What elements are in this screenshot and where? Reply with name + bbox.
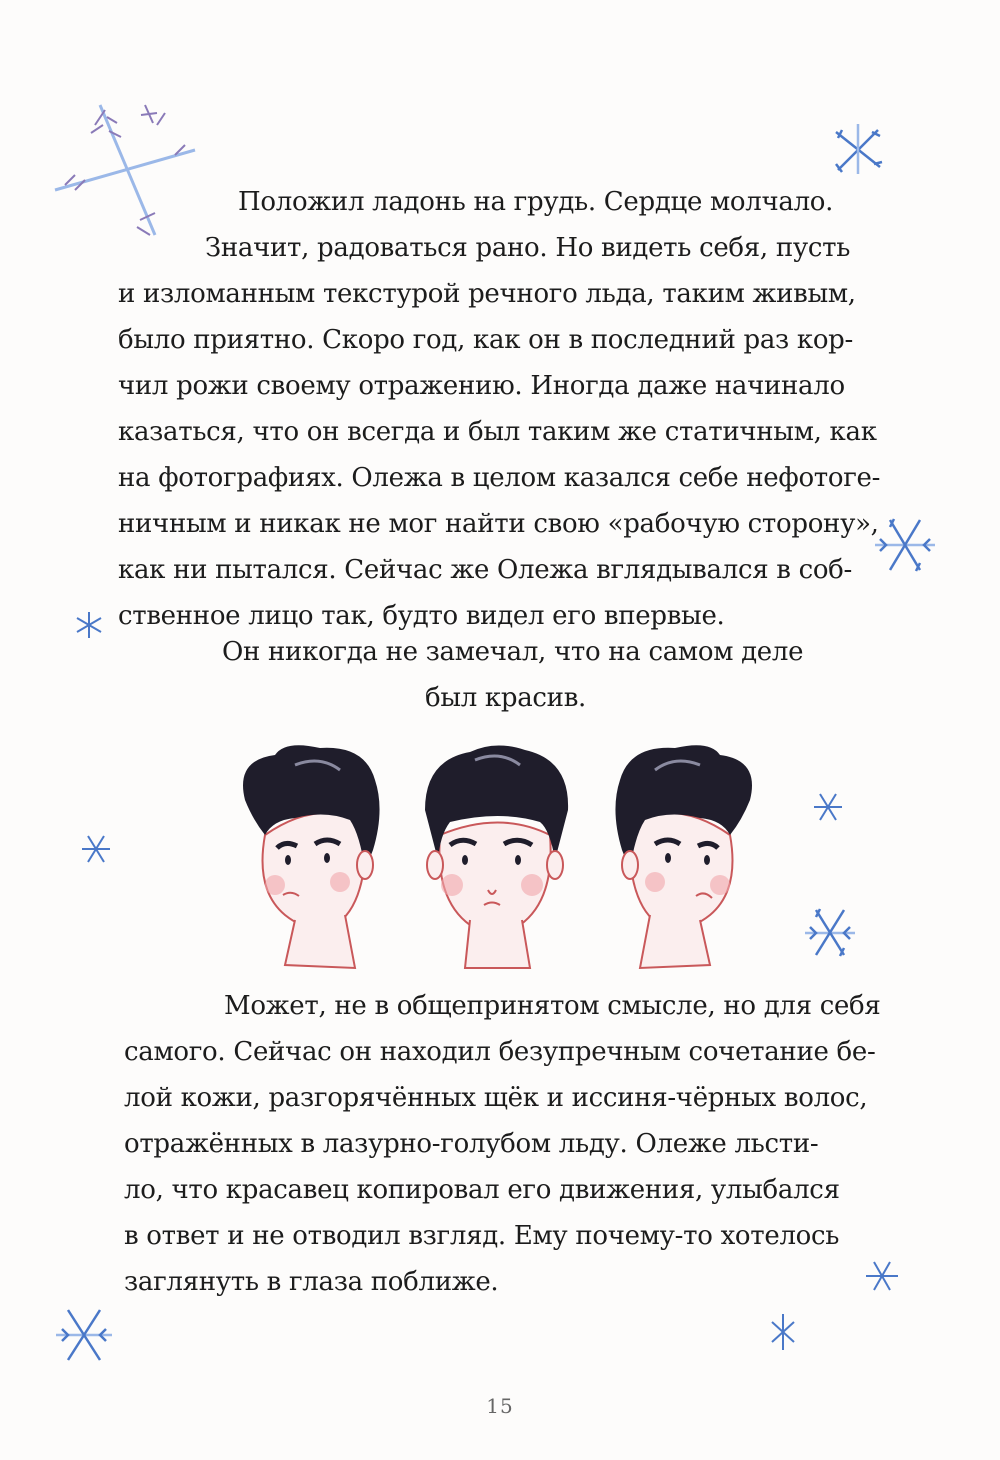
- snowflake-icon: [800, 905, 860, 960]
- text-line: ничным и никак не мог найти свою «рабочую сторону»,: [118, 509, 879, 539]
- text-line: казаться, что он всегда и был таким же статичным, как: [118, 417, 877, 447]
- text-line: в ответ и не отводил взгляд. Ему почему-то хотелось: [124, 1221, 840, 1251]
- snowflake-icon: [870, 515, 940, 575]
- text-line: самого. Сейчас он находил безупречным сочетание бе-: [124, 1037, 876, 1067]
- three-heads-illustration: [225, 740, 785, 980]
- head-right-profile-icon: [600, 740, 770, 970]
- text-line: как ни пытался. Сейчас же Олежа вглядывался в соб-: [118, 555, 853, 585]
- snowflake-icon: [45, 95, 205, 245]
- snowflake-icon: [768, 1312, 798, 1352]
- text-line: на фотографиях. Олежа в целом казался себе нефотоге-: [118, 463, 881, 493]
- snowflake-icon: [828, 122, 888, 177]
- snowflake-icon: [810, 790, 846, 824]
- text-line: чил рожи своему отражению. Иногда даже начинало: [118, 371, 845, 401]
- snowflake-icon: [52, 1305, 116, 1365]
- head-front-icon: [410, 740, 580, 970]
- text-line: было приятно. Скоро год, как он в последний раз кор-: [118, 325, 853, 355]
- snowflake-icon: [78, 832, 114, 866]
- text-line: ло, что красавец копировал его движения, улыбался: [124, 1175, 840, 1205]
- text-line: Он никогда не замечал, что на самом деле: [222, 637, 804, 667]
- text-line: отражённых в лазурно-голубом льду. Олеже льсти-: [124, 1129, 819, 1159]
- head-left-profile-icon: [225, 740, 395, 970]
- page-number: 15: [486, 1394, 514, 1418]
- text-line: лой кожи, разгорячённых щёк и иссиня-чёрных волос,: [124, 1083, 868, 1113]
- text-line: Значит, радоваться рано. Но видеть себя, пусть: [205, 233, 851, 263]
- snowflake-icon: [74, 610, 104, 640]
- text-line: заглянуть в глаза поближе.: [124, 1267, 499, 1297]
- text-line: ственное лицо так, будто видел его впервые.: [118, 601, 725, 631]
- snowflake-icon: [862, 1258, 902, 1294]
- text-line: был красив.: [425, 683, 587, 713]
- text-line: Положил ладонь на грудь. Сердце молчало.: [238, 187, 834, 217]
- text-line: и изломанным текстурой речного льда, таким живым,: [118, 279, 856, 309]
- text-line: Может, не в общепринятом смысле, но для себя: [224, 991, 881, 1021]
